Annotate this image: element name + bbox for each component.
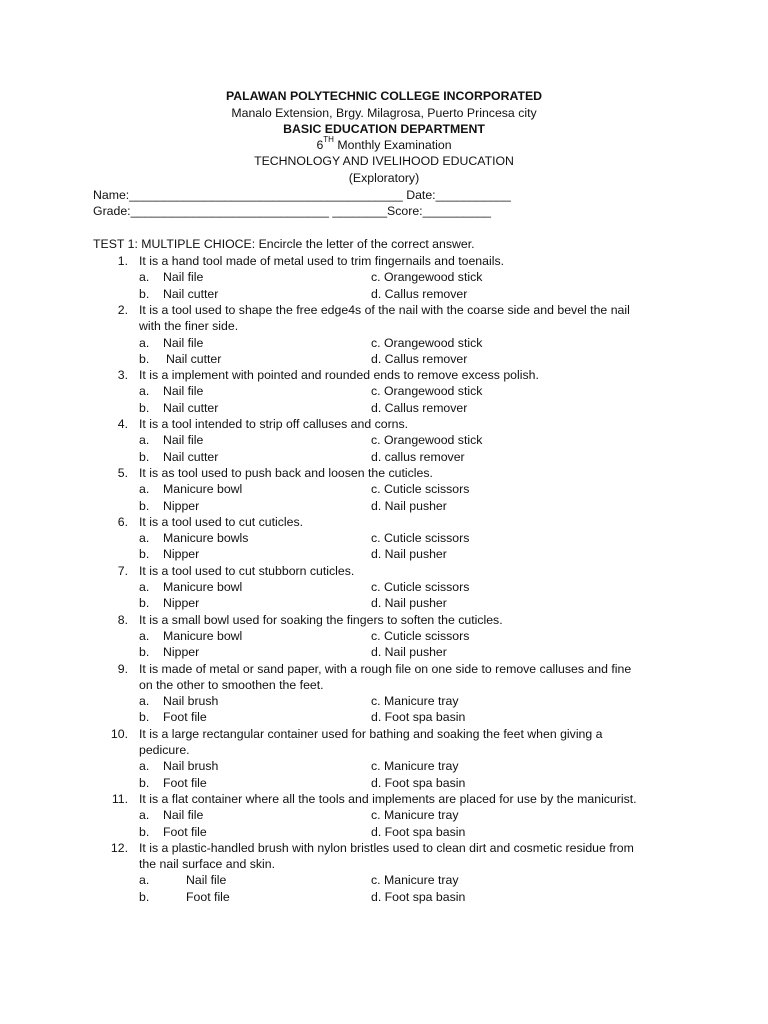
option-a[interactable]: Manicure bowl <box>163 482 243 497</box>
question-number: 8. <box>117 612 128 627</box>
question-text: the nail surface and skin. <box>139 857 276 872</box>
question-number: 6. <box>117 514 128 529</box>
question-number: 2. <box>117 302 128 317</box>
subject-subtitle: (Exploratory) <box>348 171 420 185</box>
option-c[interactable]: c. Manicure tray <box>371 759 459 774</box>
question-text: It is a plastic-handled brush with nylon bristles used to clean dirt and cosmetic residue from <box>139 840 634 855</box>
option-b[interactable]: Foot file <box>163 775 207 790</box>
exam-number-suffix: TH <box>323 135 334 144</box>
option-letter-b[interactable]: b. <box>139 498 150 513</box>
option-b[interactable]: Foot file <box>186 889 230 904</box>
option-letter-b[interactable]: b. <box>139 645 150 660</box>
option-b[interactable]: Nipper <box>163 547 200 562</box>
name-date-field: Name:________________________________________ Date:___________ <box>93 188 511 202</box>
question-text: It is a tool used to cut cuticles. <box>139 514 304 529</box>
option-c[interactable]: c. Orangewood stick <box>371 335 483 350</box>
question-number: 10. <box>110 726 128 741</box>
option-d[interactable]: d. Foot spa basin <box>371 824 466 839</box>
option-b[interactable]: Nail cutter <box>163 449 219 464</box>
question-text: It is a small bowl used for soaking the fingers to soften the cuticles. <box>139 612 503 627</box>
option-letter-a[interactable]: a. <box>139 873 150 888</box>
question-text: with the finer side. <box>139 319 239 334</box>
option-a[interactable]: Manicure bowls <box>163 531 249 546</box>
option-letter-a[interactable]: a. <box>139 384 150 399</box>
option-letter-b[interactable]: b. <box>139 400 150 415</box>
option-d[interactable]: d. Callus remover <box>371 351 468 366</box>
option-a[interactable]: Nail file <box>163 335 204 350</box>
question-text: It is as tool used to push back and loosen the cuticles. <box>139 465 433 480</box>
option-c[interactable]: c. Cuticle scissors <box>371 531 470 546</box>
option-c[interactable]: c. Orangewood stick <box>371 384 483 399</box>
option-letter-b[interactable]: b. <box>139 824 150 839</box>
option-letter-a[interactable]: a. <box>139 482 150 497</box>
option-d[interactable]: d. Nail pusher <box>371 547 447 562</box>
option-d[interactable]: d. Foot spa basin <box>371 775 466 790</box>
option-d[interactable]: d. Foot spa basin <box>371 710 466 725</box>
exam-title-rest: Monthly Examination <box>333 138 452 152</box>
option-a[interactable]: Nail file <box>163 808 204 823</box>
option-a[interactable]: Nail brush <box>163 694 219 709</box>
option-letter-a[interactable]: a. <box>139 433 150 448</box>
option-d[interactable]: d. Nail pusher <box>371 498 447 513</box>
option-letter-a[interactable]: a. <box>139 531 150 546</box>
department-name: BASIC EDUCATION DEPARTMENT <box>283 122 485 136</box>
question-text: It is a tool used to shape the free edge4s of the nail with the coarse side and bevel the nail <box>139 302 630 317</box>
question-number: 12. <box>110 840 128 855</box>
option-letter-a[interactable]: a. <box>139 628 150 643</box>
option-b[interactable]: Nail cutter <box>166 351 222 366</box>
question-number: 1. <box>117 254 128 268</box>
option-c[interactable]: c. Cuticle scissors <box>371 482 470 497</box>
option-letter-b[interactable]: b. <box>139 286 150 301</box>
option-c[interactable]: c. Manicure tray <box>371 873 459 888</box>
option-b[interactable]: Nipper <box>163 498 200 513</box>
option-a[interactable]: Nail brush <box>163 759 219 774</box>
option-b[interactable]: Nail cutter <box>163 286 219 301</box>
question-number: 9. <box>117 661 128 676</box>
question-number: 5. <box>117 465 128 480</box>
question-text: It is a hand tool made of metal used to trim fingernails and toenails. <box>139 254 505 268</box>
question-text: on the other to smoothen the feet. <box>139 677 324 692</box>
question-text: It is made of metal or sand paper, with a rough file on one side to remove calluses and fine <box>139 661 632 676</box>
option-letter-a[interactable]: a. <box>139 335 150 350</box>
exam-title <box>0 135 768 152</box>
option-b[interactable]: Nipper <box>163 596 200 611</box>
option-c[interactable]: c. Cuticle scissors <box>371 628 470 643</box>
question-number: 3. <box>117 368 128 383</box>
option-d[interactable]: d. Nail pusher <box>371 645 447 660</box>
option-b[interactable]: Foot file <box>163 710 207 725</box>
question-text: It is a flat container where all the tools and implements are placed for use by the manicurist. <box>139 791 637 806</box>
exam-number: 6 <box>316 138 324 152</box>
option-letter-b[interactable]: b. <box>139 710 150 725</box>
option-a[interactable]: Nail file <box>163 270 204 285</box>
question-number: 7. <box>117 563 128 578</box>
option-letter-b[interactable]: b. <box>139 351 150 366</box>
option-d[interactable]: d. callus remover <box>371 449 465 464</box>
option-letter-a[interactable]: a. <box>139 694 150 709</box>
option-letter-a[interactable]: a. <box>139 580 150 594</box>
option-d[interactable]: d. Callus remover <box>371 400 468 415</box>
question-text: It is a tool used to cut stubborn cuticles. <box>139 563 355 578</box>
question-number: 4. <box>117 417 128 431</box>
option-b[interactable]: Nail cutter <box>163 400 219 415</box>
option-a[interactable]: Nail file <box>186 873 227 888</box>
option-letter-b[interactable]: b. <box>139 889 150 904</box>
option-a[interactable]: Nail file <box>163 433 204 448</box>
question-text: It is a large rectangular container used for bathing and soaking the feet when giving a <box>139 726 603 741</box>
option-a[interactable]: Manicure bowl <box>163 580 243 594</box>
option-letter-a[interactable]: a. <box>139 808 150 823</box>
test-instruction: TEST 1: MULTIPLE CHIOCE: Encircle the letter of the correct answer. <box>93 237 475 251</box>
option-letter-b[interactable]: b. <box>139 449 150 464</box>
option-c[interactable]: c. Orangewood stick <box>371 270 483 285</box>
school-address: Manalo Extension, Brgy. Milagrosa, Puerto Princesa city <box>231 106 537 120</box>
question-text: It is a implement with pointed and rounded ends to remove excess polish. <box>139 368 539 383</box>
option-d[interactable]: d. Foot spa basin <box>371 889 466 904</box>
option-d[interactable]: d. Nail pusher <box>371 596 447 611</box>
option-c[interactable]: c. Manicure tray <box>371 694 459 709</box>
option-c[interactable]: c. Cuticle scissors <box>371 580 470 594</box>
option-letter-b[interactable]: b. <box>139 596 150 611</box>
option-b[interactable]: Foot file <box>163 824 207 839</box>
option-c[interactable]: c. Manicure tray <box>371 808 459 823</box>
option-a[interactable]: Nail file <box>163 384 204 399</box>
option-letter-b[interactable]: b. <box>139 775 150 790</box>
question-text: It is a tool intended to strip off calluses and corns. <box>139 417 409 431</box>
option-letter-a[interactable]: a. <box>139 270 150 285</box>
option-letter-a[interactable]: a. <box>139 759 150 774</box>
school-name: PALAWAN POLYTECHNIC COLLEGE INCORPORATED <box>225 89 543 103</box>
grade-score-field: Grade:_____________________________ ________Score:__________ <box>93 204 491 218</box>
option-letter-b[interactable]: b. <box>139 547 150 562</box>
subject-title: TECHNOLOGY AND IVELIHOOD EDUCATION <box>254 154 514 168</box>
question-text: pedicure. <box>139 743 190 757</box>
option-c[interactable]: c. Orangewood stick <box>371 433 483 448</box>
option-d[interactable]: d. Callus remover <box>371 286 468 301</box>
option-a[interactable]: Manicure bowl <box>163 628 243 643</box>
option-b[interactable]: Nipper <box>163 645 200 660</box>
question-number: 11. <box>111 791 128 806</box>
